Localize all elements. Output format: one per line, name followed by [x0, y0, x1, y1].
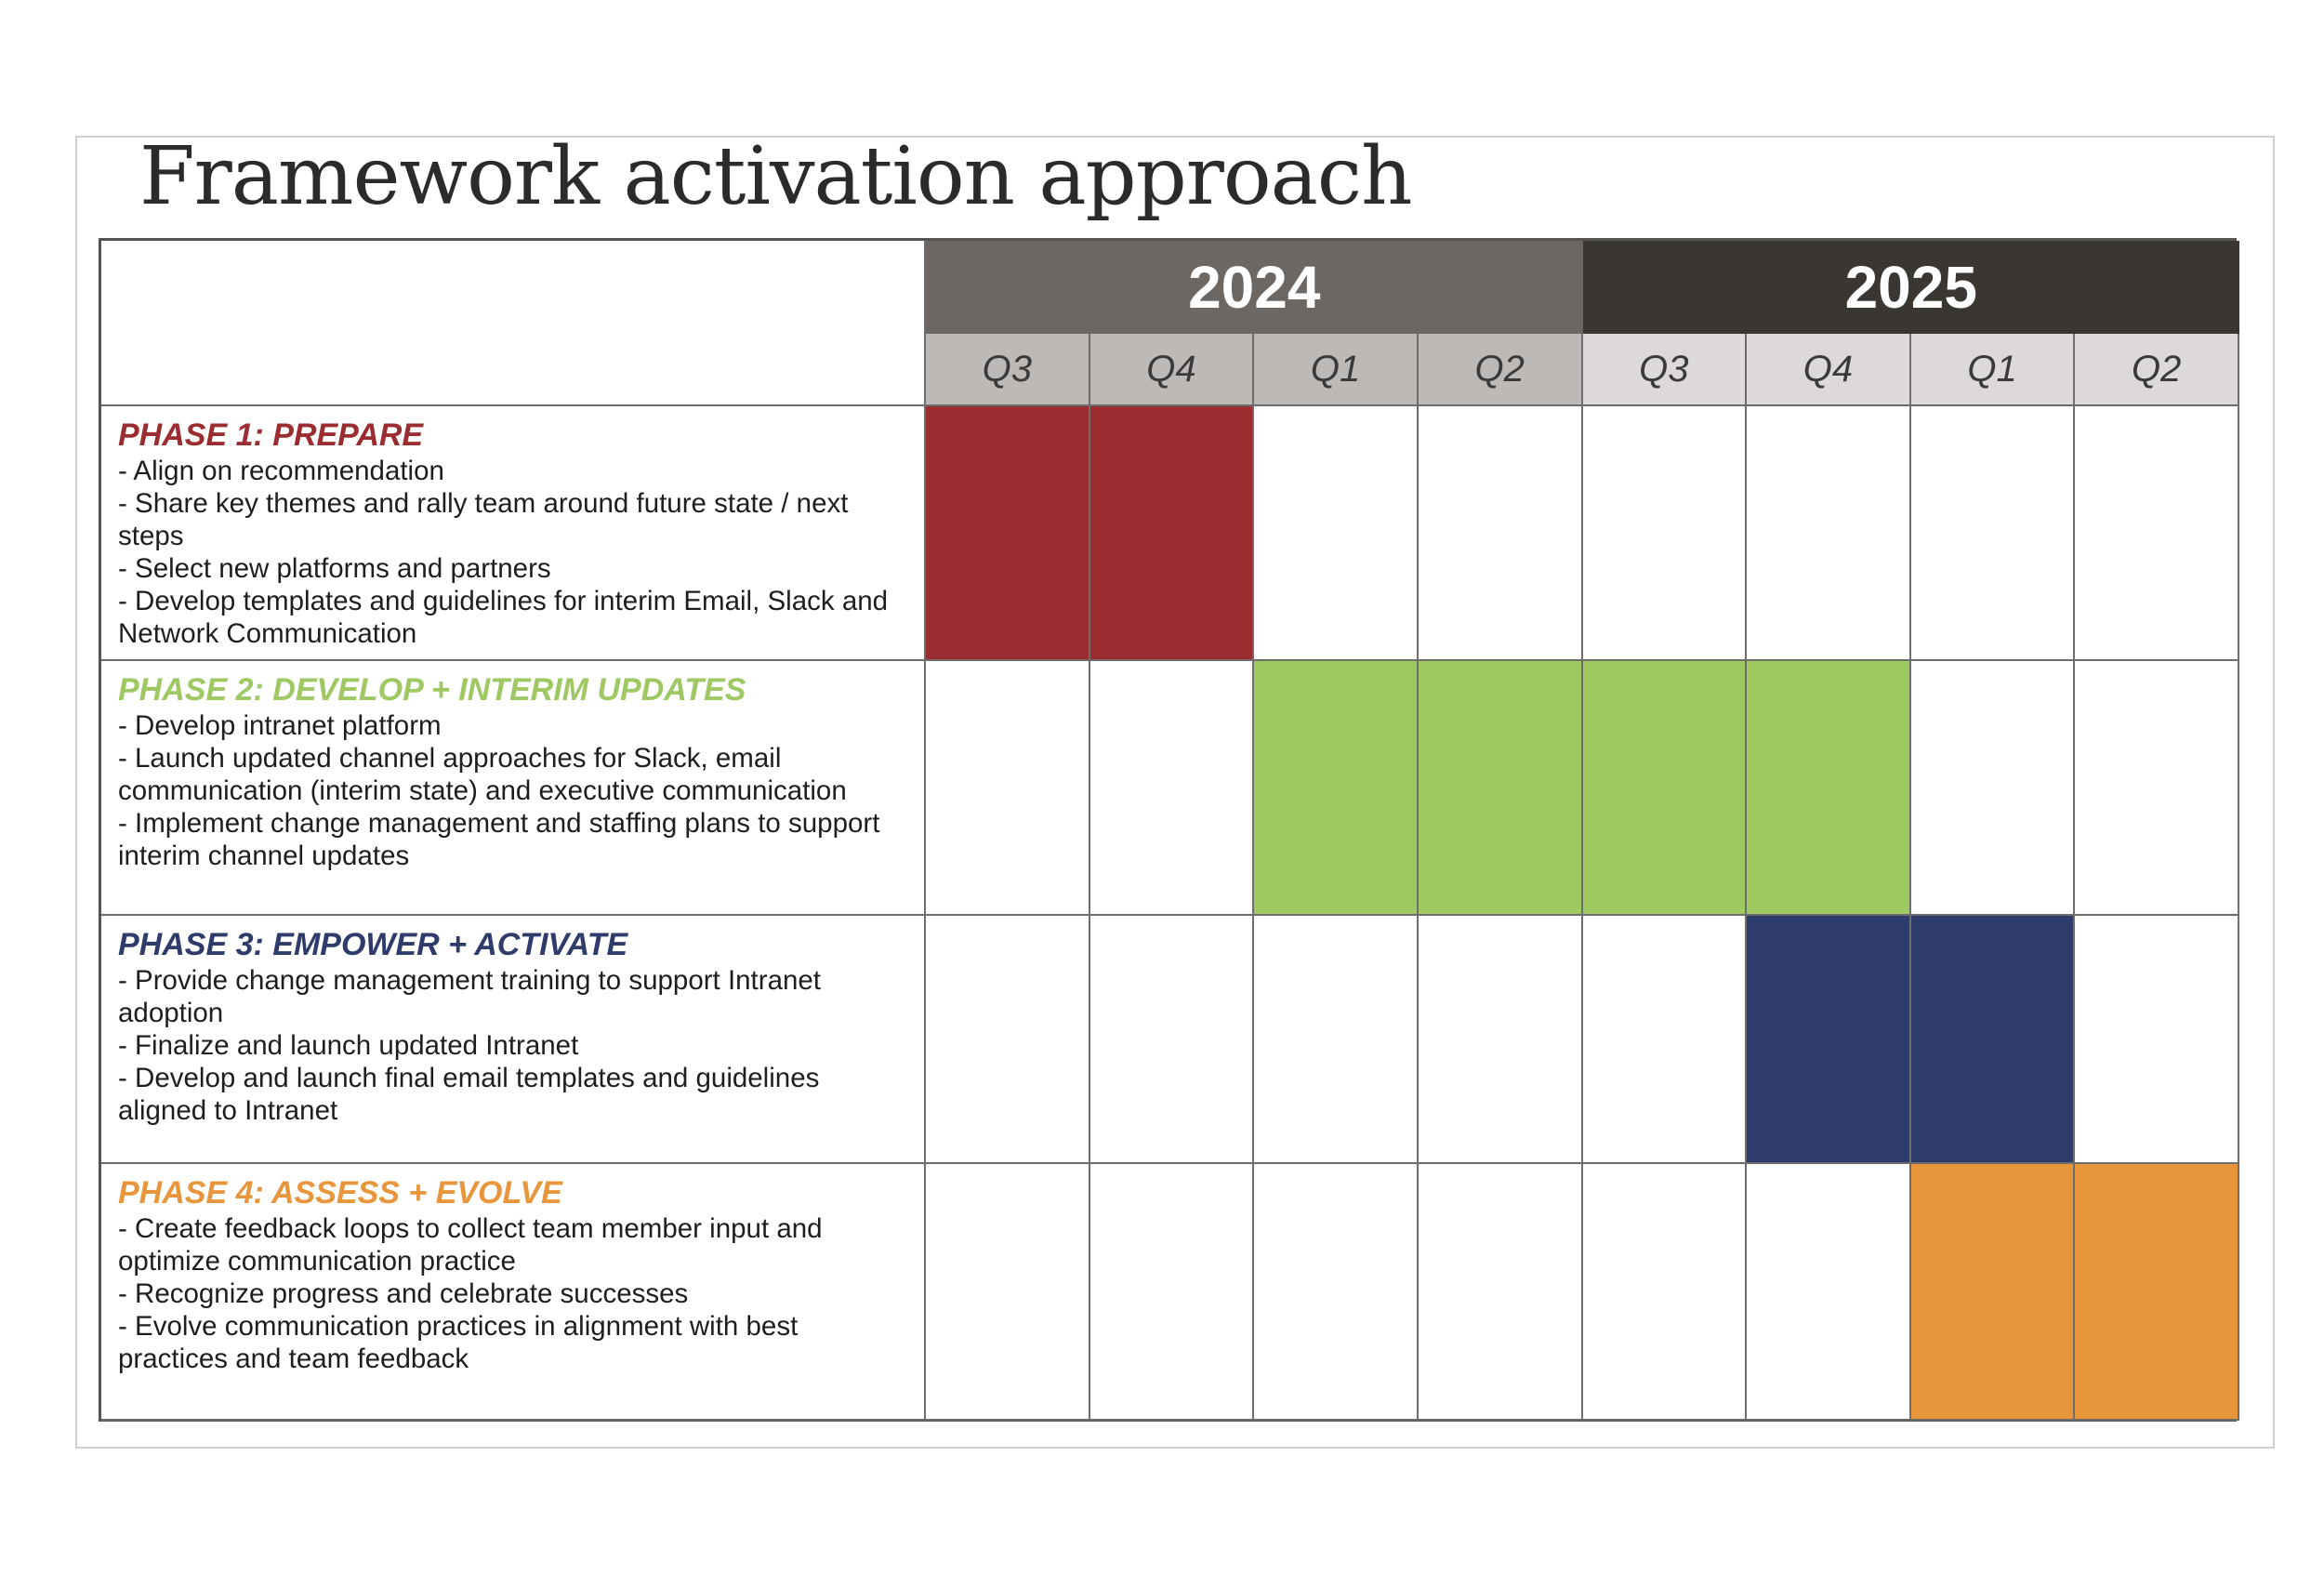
phase-2-bar-segment: [1747, 661, 1911, 916]
phase-item: - Align on recommendation: [118, 456, 444, 486]
phase-2-bar-segment: [1419, 661, 1583, 916]
timeline-cell: [1090, 1164, 1255, 1421]
phase-title: PHASE 1: PREPARE: [118, 417, 424, 453]
phase-item: - Share key themes and rally team around future state / next steps: [118, 488, 849, 551]
phase-2-bar-segment: [1254, 661, 1419, 916]
timeline-cell: [1583, 916, 1748, 1164]
timeline-cell: [2075, 661, 2239, 916]
phase-item: - Evolve communication practices in alignment with best practices and team feedback: [118, 1311, 799, 1374]
phase-item: - Select new platforms and partners: [118, 553, 551, 584]
year-header-2024: 2024: [926, 241, 1583, 334]
quarter-header-2024-q4: Q4: [1090, 334, 1255, 406]
timeline-cell: [1090, 916, 1255, 1164]
phase-item: - Provide change management training to support Intranet adoption: [118, 965, 821, 1028]
header-corner: [101, 241, 926, 406]
quarter-header-2025-q3: Q3: [1583, 334, 1748, 406]
timeline-cell: [926, 916, 1090, 1164]
quarter-header-2024-q1: Q1: [1254, 334, 1419, 406]
phase-label-4: [101, 1164, 926, 1421]
phase-label-1: [101, 406, 926, 661]
phase-1-bar-segment: [926, 406, 1090, 661]
phase-item: - Create feedback loops to collect team member input and optimize communication practice: [118, 1213, 823, 1277]
year-header-2025: 2025: [1583, 241, 2240, 334]
timeline-cell: [1747, 406, 1911, 661]
timeline-cell: [1911, 661, 2076, 916]
phase-item: - Finalize and launch updated Intranet: [118, 1030, 579, 1061]
phase-label-2: [101, 661, 926, 916]
phase-3-bar-segment: [1911, 916, 2076, 1164]
quarter-header-2025-q4: Q4: [1747, 334, 1911, 406]
phase-item: - Develop intranet platform: [118, 710, 442, 741]
timeline-cell: [1419, 1164, 1583, 1421]
timeline-cell: [926, 1164, 1090, 1421]
phase-item: - Develop and launch final email templates and guidelines aligned to Intranet: [118, 1063, 820, 1126]
timeline-cell: [1254, 1164, 1419, 1421]
phase-title: PHASE 3: EMPOWER + ACTIVATE: [118, 927, 628, 962]
phase-1-bar-segment: [1090, 406, 1255, 661]
timeline-cell: [2075, 406, 2239, 661]
timeline-cell: [1254, 406, 1419, 661]
phase-item: - Implement change management and staffing plans to support interim channel updates: [118, 808, 880, 871]
phase-4-bar-segment: [2075, 1164, 2239, 1421]
page-title: Framework activation approach: [139, 130, 1412, 223]
timeline-cell: [1747, 1164, 1911, 1421]
phase-item: - Develop templates and guidelines for interim Email, Slack and Network Communication: [118, 586, 889, 649]
timeline-cell: [1911, 406, 2076, 661]
phase-item: - Launch updated channel approaches for Slack, email communication (interim state) and executive communication: [118, 743, 847, 806]
quarter-header-2025-q1: Q1: [1911, 334, 2076, 406]
phase-label-3: [101, 916, 926, 1164]
phase-2-bar-segment: [1583, 661, 1748, 916]
timeline-cell: [926, 661, 1090, 916]
timeline-cell: [1254, 916, 1419, 1164]
phase-title: PHASE 2: DEVELOP + INTERIM UPDATES: [118, 672, 746, 708]
quarter-header-2024-q2: Q2: [1419, 334, 1583, 406]
quarter-header-2024-q3: Q3: [926, 334, 1090, 406]
timeline-cell: [1090, 661, 1255, 916]
phase-4-bar-segment: [1911, 1164, 2076, 1421]
timeline-cell: [1419, 916, 1583, 1164]
phase-3-bar-segment: [1747, 916, 1911, 1164]
phase-title: PHASE 4: ASSESS + EVOLVE: [118, 1175, 562, 1211]
timeline-cell: [1583, 1164, 1748, 1421]
timeline-cell: [1583, 406, 1748, 661]
quarter-header-2025-q2: Q2: [2075, 334, 2239, 406]
timeline-cell: [2075, 916, 2239, 1164]
gantt-table: [99, 238, 2237, 1422]
timeline-cell: [1419, 406, 1583, 661]
phase-item: - Recognize progress and celebrate successes: [118, 1278, 689, 1309]
